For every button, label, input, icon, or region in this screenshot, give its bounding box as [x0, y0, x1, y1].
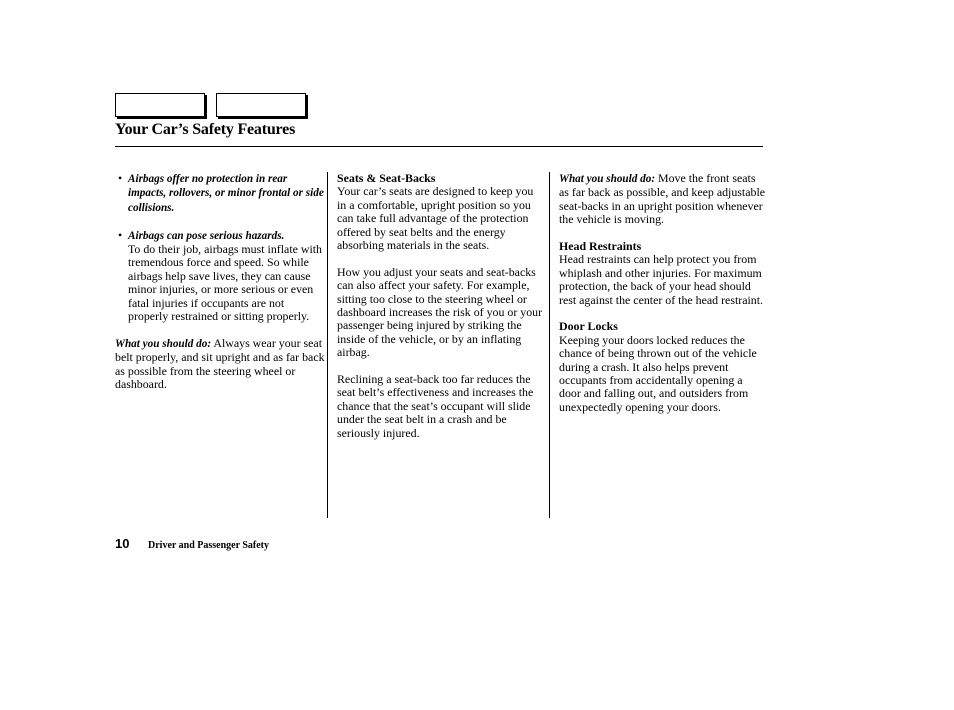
door-locks-text: Keeping your doors locked reduces the chance of being thrown out of the vehicle during a crash. It also helps prevent occupants from accidentally opening a door and falling out, and outsiders from unexpectedly opening your doors.: [559, 332, 757, 414]
bullet-icon: •: [118, 171, 123, 185]
page-number: 10: [115, 536, 130, 551]
seats-text-1: Your car’s seats are designed to keep you in a comfortable, upright position so you can take full advantage of the protection offered by seat belts and the energy absorbing materials in the seats.: [337, 184, 534, 253]
head-restraints-paragraph: [559, 240, 767, 307]
column-divider-1: [327, 172, 328, 518]
what-to-do-paragraph-1: [115, 337, 325, 392]
what-to-do-text: Move the front seats as far back as possible, and keep adjustable seat-backs in an upright position whenever the vehicle is moving.: [559, 171, 766, 227]
what-to-do-label: What you should do:: [559, 173, 656, 185]
seats-paragraph-3: Reclining a seat-back too far reduces the seat belt’s effectiveness and increases the chance that the seat’s occupant will slide under the seat belt in a crash and be seriously injured.: [337, 372, 534, 440]
text-column-2: [337, 172, 545, 453]
bullet-text-no-protection: Airbags offer no protection in rear impacts, rollovers, or minor frontal or side collisions.: [128, 173, 324, 214]
head-restraints-heading: Head Restraints: [559, 239, 642, 254]
what-to-do-paragraph-2: [559, 172, 767, 227]
footer-section-label: Driver and Passenger Safety: [148, 540, 270, 551]
column-divider-2: [549, 172, 550, 518]
page-title: Your Car’s Safety Features: [115, 121, 296, 138]
title-divider: [115, 146, 763, 147]
what-to-do-label: What you should do:: [115, 337, 212, 350]
text-column-1: [115, 172, 325, 405]
door-locks-heading: Door Locks: [559, 319, 618, 334]
bullet-text-hazards: To do their job, airbags must inflate with tremendous force and speed. So while airbags help save lives, they can cause minor injuries, or more serious or even fatal injuries if occupants are not properly restrained or sitting properly.: [128, 242, 323, 324]
bullet-item-hazards: [115, 229, 325, 324]
seats-paragraph-2: How you adjust your seats and seat-backs can also affect your safety. For example, sitting too close to the steering wheel or dashboard increases the risk of you or your passenger being injured by striking the inside of the vehicle, or by an inflating airbag.: [337, 264, 543, 360]
bullet-item-no-protection: [115, 172, 325, 215]
seats-paragraph-1: [337, 172, 545, 252]
bullet-heading-hazards: Airbags can pose serious hazards.: [128, 229, 285, 242]
bullet-icon: •: [118, 227, 123, 242]
text-column-3: [559, 172, 767, 428]
what-to-do-text: Always wear your seat belt properly, and sit upright and as far back as possible from the steering wheel or dashboard.: [115, 335, 325, 392]
head-restraints-text: Head restraints can help protect you from whiplash and other injuries. For maximum protection, the back of your head should rest against the center of the head restraint.: [559, 252, 764, 307]
door-locks-paragraph: [559, 320, 767, 414]
nav-tab-box-2[interactable]: [216, 93, 306, 117]
nav-tab-box-1[interactable]: [115, 93, 205, 117]
seats-heading: Seats & Seat-Backs: [337, 171, 436, 185]
